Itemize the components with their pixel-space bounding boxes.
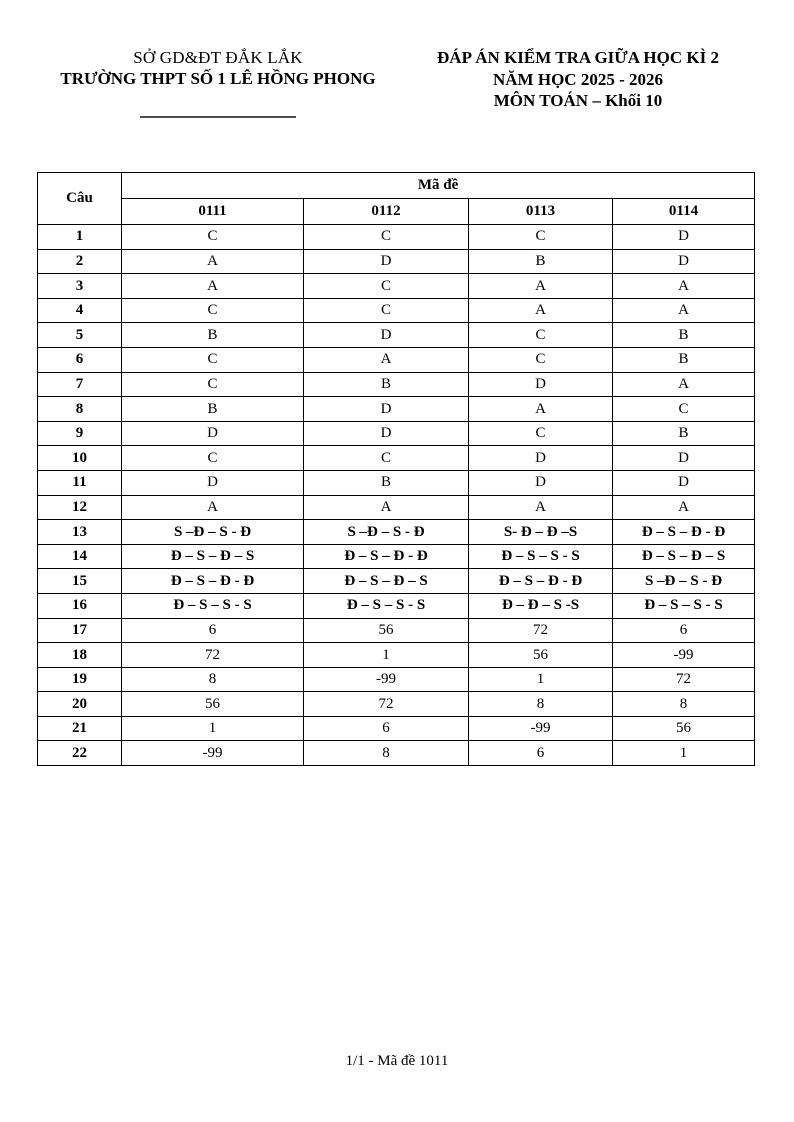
answer-cell: D	[122, 470, 304, 495]
answer-cell: C	[122, 347, 304, 372]
question-number: 1	[38, 225, 122, 250]
exam-subject: MÔN TOÁN – Khối 10	[493, 91, 663, 110]
question-number: 9	[38, 421, 122, 446]
answer-cell: B	[613, 323, 755, 348]
answer-cell: 1	[304, 643, 469, 668]
answer-cell: 6	[613, 618, 755, 643]
answer-cell: C	[122, 225, 304, 250]
page-footer: 1/1 - Mã đề 1011	[345, 1053, 449, 1069]
answer-cell: A	[469, 298, 613, 323]
question-number: 7	[38, 372, 122, 397]
answer-cell: A	[469, 495, 613, 520]
answer-cell: A	[469, 274, 613, 299]
exam-title: ĐÁP ÁN KIỂM TRA GIỮA HỌC KÌ 2	[437, 48, 719, 67]
answer-key-table	[37, 172, 755, 766]
answer-cell: S –Đ – S - Đ	[304, 520, 469, 545]
question-number: 5	[38, 323, 122, 348]
answer-cell: Đ – S – S - S	[122, 593, 304, 618]
answer-cell: 8	[304, 741, 469, 766]
answer-cell: D	[304, 397, 469, 422]
question-number: 10	[38, 446, 122, 471]
answer-cell: Đ – S – Đ - Đ	[613, 520, 755, 545]
answer-cell: Đ – S – Đ - Đ	[469, 569, 613, 594]
answer-cell: Đ – S – Đ - Đ	[122, 569, 304, 594]
answer-cell: B	[469, 249, 613, 274]
answer-cell: D	[613, 249, 755, 274]
answer-cell: Đ – S – Đ – S	[304, 569, 469, 594]
table-row	[38, 544, 755, 569]
answer-cell: C	[122, 298, 304, 323]
column-header-question: Câu	[38, 173, 122, 225]
question-number: 4	[38, 298, 122, 323]
table-row	[38, 520, 755, 545]
table-row	[38, 569, 755, 594]
answer-cell: 56	[122, 692, 304, 717]
answer-cell: 6	[122, 618, 304, 643]
answer-cell: D	[304, 421, 469, 446]
answer-cell: 56	[304, 618, 469, 643]
answer-cell: A	[304, 347, 469, 372]
answer-cell: Đ – S – Đ – S	[613, 544, 755, 569]
school-name: TRƯỜNG THPT SỐ 1 LÊ HỒNG PHONG	[60, 69, 376, 88]
answer-cell: A	[122, 274, 304, 299]
answer-cell: D	[469, 372, 613, 397]
table-row	[38, 593, 755, 618]
answer-cell: 6	[469, 741, 613, 766]
answer-cell: A	[304, 495, 469, 520]
table-row	[38, 692, 755, 717]
exam-code: 0112	[304, 199, 469, 225]
answer-cell: C	[122, 372, 304, 397]
school-year: NĂM HỌC 2025 - 2026	[493, 69, 663, 89]
answer-cell: B	[304, 372, 469, 397]
question-number: 19	[38, 667, 122, 692]
answer-cell: 1	[469, 667, 613, 692]
header-row-group	[38, 173, 755, 199]
answer-cell: A	[613, 298, 755, 323]
answer-cell: C	[122, 446, 304, 471]
answer-cell: A	[613, 372, 755, 397]
answer-cell: A	[122, 249, 304, 274]
answer-cell: C	[469, 323, 613, 348]
question-number: 15	[38, 569, 122, 594]
answer-cell: S- Đ – Đ –S	[469, 520, 613, 545]
answer-cell: B	[122, 323, 304, 348]
table-row	[38, 716, 755, 741]
exam-code: 0111	[122, 199, 304, 225]
answer-cell: -99	[122, 741, 304, 766]
table-row	[38, 397, 755, 422]
answer-cell: 8	[613, 692, 755, 717]
answer-cell: A	[613, 274, 755, 299]
answer-cell: Đ – S – Đ – S	[122, 544, 304, 569]
question-number: 20	[38, 692, 122, 717]
answer-cell: Đ – S – S - S	[613, 593, 755, 618]
answer-cell: Đ – S – S - S	[469, 544, 613, 569]
answer-cell: B	[613, 347, 755, 372]
answer-cell: S –Đ – S - Đ	[613, 569, 755, 594]
question-number: 17	[38, 618, 122, 643]
table-row	[38, 643, 755, 668]
answer-cell: 8	[122, 667, 304, 692]
question-number: 21	[38, 716, 122, 741]
answer-cell: 72	[469, 618, 613, 643]
answer-cell: -99	[613, 643, 755, 668]
exam-code: 0113	[469, 199, 613, 225]
question-number: 18	[38, 643, 122, 668]
answer-cell: B	[122, 397, 304, 422]
answer-cell: Đ – S – Đ - Đ	[304, 544, 469, 569]
answer-cell: C	[304, 298, 469, 323]
answer-cell: 1	[122, 716, 304, 741]
table-row	[38, 618, 755, 643]
answer-cell: 72	[122, 643, 304, 668]
exam-code: 0114	[613, 199, 755, 225]
table-row	[38, 667, 755, 692]
answer-cell: C	[304, 274, 469, 299]
school-header-block	[42, 47, 394, 118]
answer-cell: C	[469, 421, 613, 446]
answer-table-body	[38, 225, 755, 766]
answer-cell: 1	[613, 741, 755, 766]
question-number: 3	[38, 274, 122, 299]
table-row	[38, 741, 755, 766]
answer-cell: A	[613, 495, 755, 520]
table-row	[38, 298, 755, 323]
table-row	[38, 323, 755, 348]
answer-cell: C	[469, 347, 613, 372]
answer-cell: D	[469, 446, 613, 471]
question-number: 16	[38, 593, 122, 618]
answer-cell: S –Đ – S - Đ	[122, 520, 304, 545]
answer-cell: Đ – Đ – S -S	[469, 593, 613, 618]
answer-cell: 72	[613, 667, 755, 692]
table-row	[38, 225, 755, 250]
answer-cell: C	[613, 397, 755, 422]
question-number: 8	[38, 397, 122, 422]
question-number: 14	[38, 544, 122, 569]
answer-cell: C	[304, 225, 469, 250]
answer-cell: -99	[469, 716, 613, 741]
signature-line	[140, 116, 296, 118]
question-number: 11	[38, 470, 122, 495]
answer-cell: D	[613, 470, 755, 495]
table-row	[38, 372, 755, 397]
question-number: 22	[38, 741, 122, 766]
answer-cell: 8	[469, 692, 613, 717]
exam-title-block	[404, 47, 752, 112]
table-row	[38, 446, 755, 471]
answer-cell: B	[613, 421, 755, 446]
answer-cell: D	[122, 421, 304, 446]
table-row	[38, 274, 755, 299]
answer-table-header	[38, 173, 755, 225]
answer-cell: D	[304, 249, 469, 274]
answer-cell: 56	[469, 643, 613, 668]
answer-cell: C	[304, 446, 469, 471]
answer-cell: 6	[304, 716, 469, 741]
answer-cell: D	[469, 470, 613, 495]
answer-cell: D	[304, 323, 469, 348]
table-row	[38, 495, 755, 520]
question-number: 12	[38, 495, 122, 520]
table-row	[38, 347, 755, 372]
answer-cell: A	[469, 397, 613, 422]
department-name: SỞ GD&ĐT ĐẮK LẮK	[133, 48, 303, 67]
answer-cell: -99	[304, 667, 469, 692]
table-row	[38, 249, 755, 274]
header-row-codes	[38, 199, 755, 225]
answer-cell: B	[304, 470, 469, 495]
question-number: 6	[38, 347, 122, 372]
answer-cell: D	[613, 225, 755, 250]
column-header-exam-code-group: Mã đề	[122, 173, 755, 199]
table-row	[38, 421, 755, 446]
answer-cell: A	[122, 495, 304, 520]
answer-cell: C	[469, 225, 613, 250]
question-number: 2	[38, 249, 122, 274]
answer-cell: Đ – S – S - S	[304, 593, 469, 618]
answer-cell: 56	[613, 716, 755, 741]
question-number: 13	[38, 520, 122, 545]
table-row	[38, 470, 755, 495]
answer-cell: 72	[304, 692, 469, 717]
answer-cell: D	[613, 446, 755, 471]
